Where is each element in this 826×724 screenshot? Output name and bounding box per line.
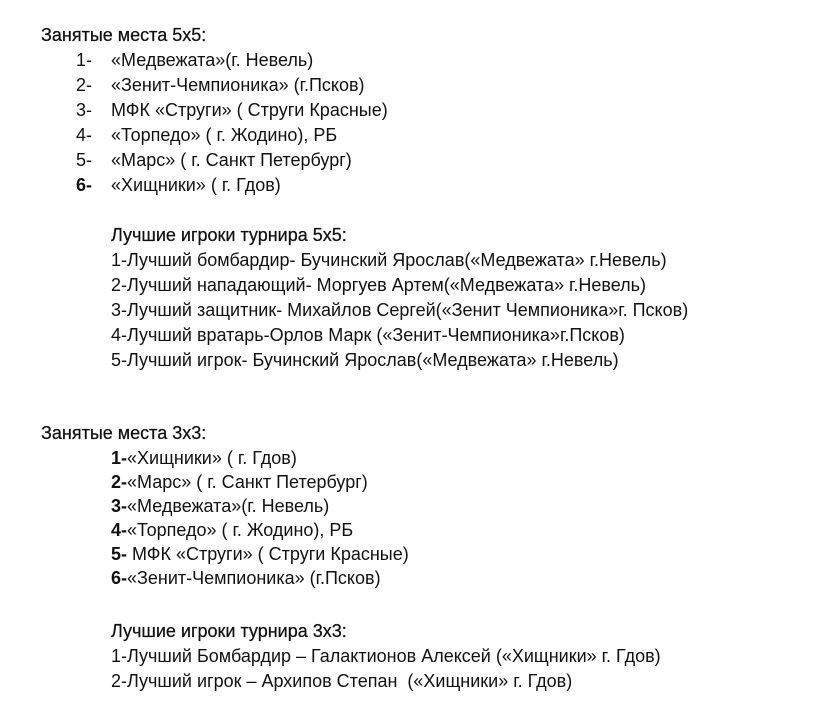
place-team: «Зенит-Чемпионика» (г.Псков) <box>111 75 365 95</box>
place-3x3-1 <box>111 447 297 469</box>
place-team: «Торпедо» ( г. Жодино), РБ <box>127 520 354 540</box>
place-3x3-5 <box>111 543 409 565</box>
place-team: «Хищники» ( г. Гдов) <box>127 448 297 468</box>
place-5x5-5 <box>76 149 352 171</box>
place-team: «Марс» ( г. Санкт Петербург) <box>111 150 352 170</box>
place-team: «Медвежата»(г. Невель) <box>111 50 314 70</box>
place-number: 1- <box>111 448 128 468</box>
place-number: 6- <box>111 568 128 588</box>
place-team: МФК «Струги» ( Струги Красные) <box>132 544 409 564</box>
section-3x3-title: Занятые места 3х3: <box>41 423 207 443</box>
best-5x5-item-4: 4-Лучший вратарь-Орлов Марк («Зенит-Чемпионика»г.Псков) <box>111 325 625 345</box>
place-number: 4- <box>76 125 93 145</box>
best-3x3-item-2: 2-Лучший игрок – Архипов Степан («Хищники» г. Гдов) <box>111 671 573 691</box>
best-5x5-item-1: 1-Лучший бомбардир- Бучинский Ярослав(«Медвежата» г.Невель) <box>111 250 667 270</box>
place-team: «Медвежата»(г. Невель) <box>127 496 330 516</box>
place-number: 5- <box>111 544 133 564</box>
place-number: 3- <box>76 100 93 120</box>
place-number: 2- <box>111 472 128 492</box>
place-5x5-3 <box>76 99 388 121</box>
place-5x5-2 <box>76 74 365 96</box>
place-number: 2- <box>76 75 93 95</box>
best-3x3-item-1: 1-Лучший Бомбардир – Галактионов Алексей («Хищники» г. Гдов) <box>111 646 661 666</box>
best-3x3-title: Лучшие игроки турнира 3х3: <box>111 621 347 641</box>
place-5x5-6 <box>76 174 281 196</box>
place-number: 4- <box>111 520 128 540</box>
place-3x3-4 <box>111 519 353 541</box>
best-5x5-item-5: 5-Лучший игрок- Бучинский Ярослав(«Медвежата» г.Невель) <box>111 350 619 370</box>
place-3x3-3 <box>111 495 329 517</box>
place-5x5-1 <box>76 49 313 71</box>
best-5x5-item-2: 2-Лучший нападающий- Моргуев Артем(«Медвежата» г.Невель) <box>111 275 647 295</box>
best-5x5-item-3: 3-Лучший защитник- Михайлов Сергей(«Зенит Чемпионика»г. Псков) <box>111 300 689 320</box>
place-number: 3- <box>111 496 128 516</box>
place-team: «Хищники» ( г. Гдов) <box>111 175 281 195</box>
best-5x5-title: Лучшие игроки турнира 5х5: <box>111 225 347 245</box>
place-number: 1- <box>76 50 93 70</box>
place-3x3-6 <box>111 567 381 589</box>
place-team: «Марс» ( г. Санкт Петербург) <box>127 472 368 492</box>
place-number: 5- <box>76 150 93 170</box>
place-team: «Зенит-Чемпионика» (г.Псков) <box>127 568 381 588</box>
place-number: 6- <box>76 175 93 195</box>
place-3x3-2 <box>111 471 368 493</box>
place-5x5-4 <box>76 124 337 146</box>
place-team: «Торпедо» ( г. Жодино), РБ <box>111 125 338 145</box>
section-5x5-title: Занятые места 5х5: <box>41 25 207 45</box>
place-team: МФК «Струги» ( Струги Красные) <box>111 100 388 120</box>
